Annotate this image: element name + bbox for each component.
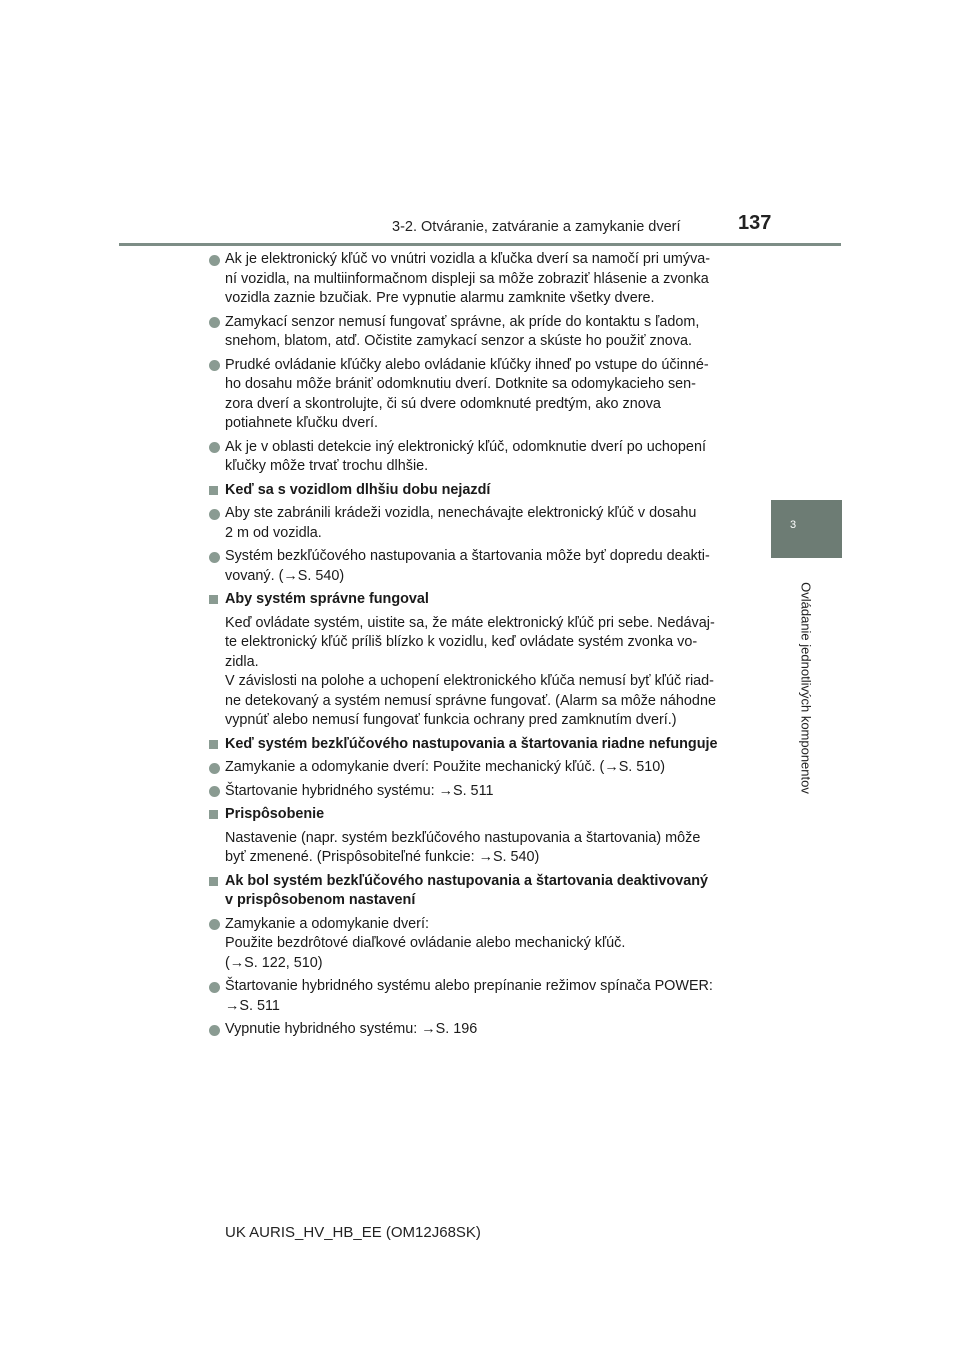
text-line: →S. 511 — [225, 997, 280, 1014]
bullet-dot-icon — [209, 442, 220, 453]
section-title: 3-2. Otváranie, zatváranie a zamykanie dverí — [392, 219, 681, 235]
text-line: Ak bol systém bezkľúčového nastupovania a štartovania deaktivovaný — [225, 872, 708, 889]
paragraph — [208, 614, 751, 731]
text-line: Systém bezkľúčového nastupovania a štartovania môže byť dopredu deakti- — [225, 548, 710, 564]
text-line: te elektronický kľúč príliš blízko k vozidlu, keď ovládate systém zvonka vo- — [225, 634, 698, 650]
section-heading — [208, 481, 751, 501]
bullet-item — [208, 438, 751, 477]
text-line: vozidla zaznie bzučiak. Pre vypnutie alarmu zamknite všetky dvere. — [225, 290, 655, 306]
bullet-dot-icon — [209, 786, 220, 797]
page-number: 137 — [738, 212, 772, 234]
bullet-item — [208, 782, 751, 802]
chapter-label: Ovládanie jednotlivých komponentov — [798, 582, 814, 794]
bullet-item — [208, 313, 751, 352]
section-heading — [208, 872, 751, 911]
model-code: UK AURIS_HV_HB_EE (OM12J68SK) — [225, 1224, 481, 1241]
bullet-dot-icon — [209, 1025, 220, 1036]
bullet-dot-icon — [209, 255, 220, 266]
text-line: Prispôsobenie — [225, 806, 325, 822]
text-line: Keď sa s vozidlom dlhšiu dobu nejazdí — [225, 481, 491, 498]
text-line: Zamykanie a odomykanie dverí: Použite mechanický kľúč. (→S. 510) — [225, 759, 666, 775]
text-line: Keď systém bezkľúčového nastupovania a štartovania riadne nefunguje — [225, 735, 718, 752]
text-line: Nastavenie (napr. systém bezkľúčového nastupovania a štartovania) môže — [225, 829, 701, 846]
text-line: ní vozidla, na multiinformačnom displeji sa môže zobraziť hlásenie a zvonka — [225, 270, 709, 287]
text-line: Vypnutie hybridného systému: →S. 196 — [225, 1021, 478, 1037]
chapter-tab — [771, 500, 842, 558]
text-line: Zamykanie a odomykanie dverí: — [225, 915, 429, 932]
bullet-item — [208, 504, 751, 543]
text-line: ne detekovaný a systém nemusí správne fungovať. (Alarm sa môže náhodne — [225, 692, 716, 709]
bullet-dot-icon — [209, 360, 220, 371]
text-line: Aby systém správne fungoval — [225, 591, 429, 607]
bullet-item — [208, 758, 751, 778]
bullet-item — [208, 1020, 751, 1040]
bullet-item — [208, 977, 751, 1016]
section-heading — [208, 805, 751, 825]
text-line: ho dosahu môže brániť odomknutiu dverí. Dotknite sa odomykacieho sen- — [225, 376, 696, 392]
section-heading — [208, 735, 751, 755]
heading-square-icon — [209, 877, 218, 886]
bullet-dot-icon — [209, 317, 220, 328]
text-line: Prudké ovládanie kľúčky alebo ovládanie kľúčky ihneď po vstupe do účinné- — [225, 356, 709, 373]
text-line: 2 m od vozidla. — [225, 524, 322, 541]
bullet-item — [208, 915, 751, 974]
text-line: V závislosti na polohe a uchopení elektronického kľúča nemusí byť kľúč riad- — [225, 673, 714, 689]
text-line: vypnúť alebo nemusí fungovať funkcia ochrany pred zamknutím dverí.) — [225, 712, 677, 728]
bullet-item — [208, 250, 751, 309]
page-content — [208, 250, 751, 1044]
text-line: zora dverí a skontrolujte, či sú dvere odomknuté predtým, ako znova — [225, 395, 661, 412]
text-line: v prispôsobenom nastavení — [225, 892, 416, 908]
text-line: Štartovanie hybridného systému alebo prepínanie režimov spínača POWER: — [225, 978, 713, 994]
bullet-dot-icon — [209, 919, 220, 930]
text-line: (→S. 122, 510) — [225, 954, 323, 971]
section-heading — [208, 590, 751, 610]
text-line: snehom, blatom, atď. Očistite zamykací senzor a skúste ho použiť znova. — [225, 333, 692, 349]
text-line: Keď ovládate systém, uistite sa, že máte elektronický kľúč pri sebe. Nedávaj- — [225, 614, 715, 631]
bullet-item — [208, 547, 751, 586]
heading-square-icon — [209, 810, 218, 819]
text-line: potiahnete kľučku dverí. — [225, 415, 378, 431]
chapter-number: 3 — [790, 519, 797, 531]
text-line: Ak je elektronický kľúč vo vnútri vozidla a kľučka dverí sa namočí pri umýva- — [225, 251, 711, 267]
bullet-item — [208, 356, 751, 434]
heading-square-icon — [209, 486, 218, 495]
bullet-dot-icon — [209, 552, 220, 563]
text-line: kľučky môže trvať trochu dlhšie. — [225, 458, 429, 474]
heading-square-icon — [209, 595, 218, 604]
text-line: Aby ste zabránili krádeži vozidla, nenechávajte elektronický kľúč v dosahu — [225, 505, 697, 521]
text-line: Zamykací senzor nemusí fungovať správne, ak príde do kontaktu s ľadom, — [225, 313, 700, 330]
bullet-dot-icon — [209, 982, 220, 993]
text-line: Ak je v oblasti detekcie iný elektronický kľúč, odomknutie dverí po uchopení — [225, 438, 706, 455]
text-line: Štartovanie hybridného systému: →S. 511 — [225, 782, 494, 799]
text-line: Použite bezdrôtové diaľkové ovládanie alebo mechanický kľúč. — [225, 935, 626, 951]
heading-square-icon — [209, 740, 218, 749]
text-line: byť zmenené. (Prispôsobiteľné funkcie: →S. 540) — [225, 849, 540, 865]
text-line: zidla. — [225, 653, 259, 670]
bullet-dot-icon — [209, 509, 220, 520]
paragraph — [208, 829, 751, 868]
header-rule — [119, 243, 841, 246]
bullet-dot-icon — [209, 763, 220, 774]
text-line: vovaný. (→S. 540) — [225, 567, 345, 584]
